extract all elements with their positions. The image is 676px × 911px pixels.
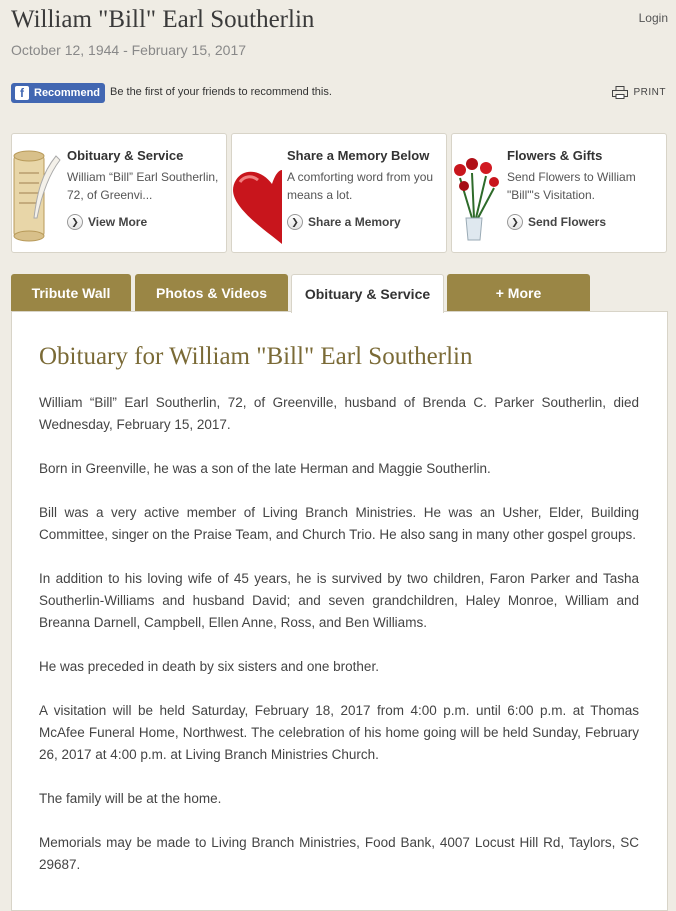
promo-description: Send Flowers to William "Bill"'s Visitation. [507,170,636,202]
obituary-body [39,392,639,898]
tab-obituary-service[interactable]: Obituary & Service [291,274,444,313]
facebook-recommend-button[interactable] [11,83,105,103]
promo-title: Flowers & Gifts [507,148,603,163]
arrow-circle-icon: ❯ [67,214,83,230]
heart-icon [232,148,282,244]
promo-title: Share a Memory Below [287,148,430,163]
arrow-circle-icon: ❯ [507,214,523,230]
facebook-icon: f [15,86,29,100]
obituary-paragraph: He was preceded in death by six sisters and one brother. [39,659,379,674]
promo-description: William “Bill” Earl Southerlin, 72, of Greenvi... [67,170,219,202]
arrow-circle-icon: ❯ [287,214,303,230]
promo-card-memory[interactable] [231,133,447,253]
printer-icon [612,86,628,99]
obituary-paragraph: Memorials may be made to Living Branch Ministries, Food Bank, 4007 Locust Hill Rd, Taylors, SC 29687. [39,835,639,872]
share-memory-link[interactable] [287,214,401,230]
scroll-quill-icon [12,148,62,244]
promo-card-flowers[interactable] [451,133,667,253]
link-label: View More [88,215,148,229]
login-link[interactable]: Login [638,11,668,25]
promo-title: Obituary & Service [67,148,184,163]
recommend-text: Be the first of your friends to recommend this. [110,86,332,98]
obituary-heading: Obituary for William "Bill" Earl Southerlin [39,343,473,370]
promo-description: A comforting word from you means a lot. [287,170,434,202]
obituary-panel [11,311,668,911]
obituary-paragraph: Bill was a very active member of Living Branch Ministries. He was an Usher, Elder, Building Committee, singer on the Praise Team, and Church Trio. He also sang in many other gospel groups. [39,505,639,542]
obituary-paragraph: The family will be at the home. [39,791,222,806]
tab-tribute-wall[interactable]: Tribute Wall [11,274,131,311]
view-more-link[interactable] [67,214,147,230]
tab-photos-videos[interactable]: Photos & Videos [135,274,288,311]
promo-card-obituary[interactable] [11,133,227,253]
obituary-paragraph: In addition to his loving wife of 45 years, he is survived by two children, Faron Parker and Tasha Southerlin-Williams and husband David; and seven grandchildren, Haley Monroe, William and Breanna Darnell, Campbell, Ellen Anne, Ross, and Ben Williams. [39,571,639,630]
recommend-label: Recommend [34,87,101,99]
send-flowers-link[interactable] [507,214,606,230]
tab-more[interactable]: + More [447,274,590,311]
obituary-paragraph: William “Bill” Earl Southerlin, 72, of Greenville, husband of Brenda C. Parker Southerlin, died Wednesday, February 15, 2017. [39,395,639,432]
obituary-paragraph: Born in Greenville, he was a son of the late Herman and Maggie Southerlin. [39,461,491,476]
obituary-paragraph: A visitation will be held Saturday, February 18, 2017 from 4:00 p.m. until 6:00 p.m. at Thomas McAfee Funeral Home, Northwest. The celebration of his home going will be held Sunday, February 26, 2017 at 4:00 p.m. at Living Branch Ministries Church. [39,703,639,762]
life-dates: October 12, 1944 - February 15, 2017 [11,42,247,58]
link-label: Send Flowers [528,215,607,229]
roses-vase-icon [452,148,502,244]
print-button[interactable] [612,86,667,99]
link-label: Share a Memory [308,215,401,229]
page-title: William "Bill" Earl Southerlin [11,6,315,33]
print-label: PRINT [633,87,666,98]
